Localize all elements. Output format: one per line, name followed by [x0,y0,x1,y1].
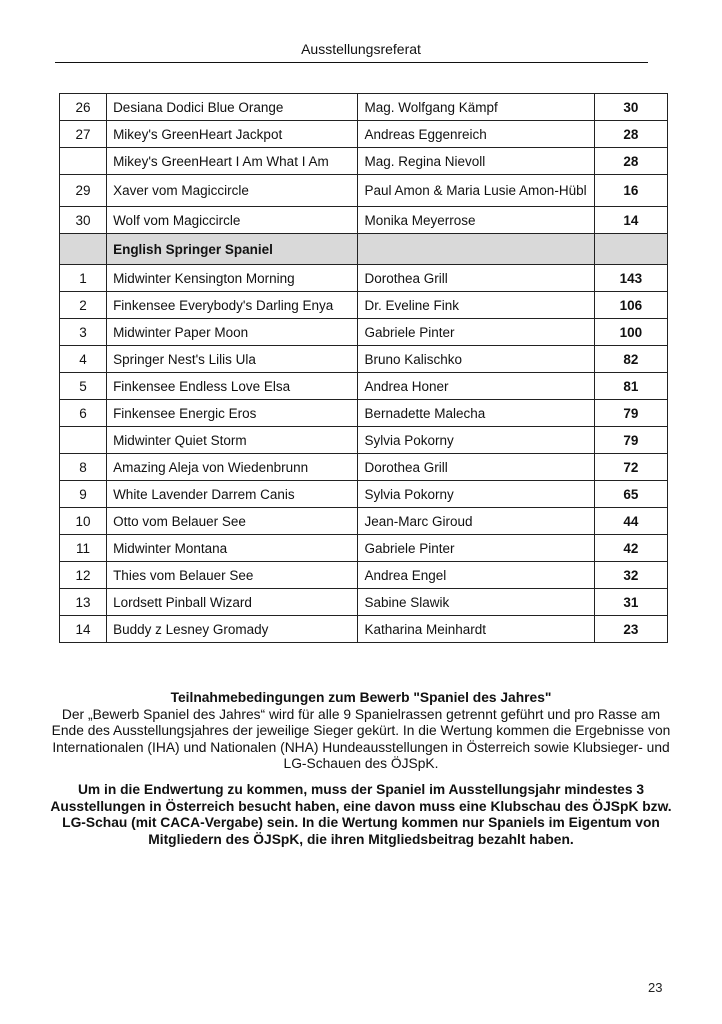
dog-name-cell: Thies vom Belauer See [107,562,358,589]
points-cell: 28 [594,121,667,148]
owner-cell: Dorothea Grill [358,265,594,292]
empty-cell [60,234,107,265]
table-row [60,207,668,234]
points-cell: 14 [594,207,667,234]
owner-cell: Mag. Regina Nievoll [358,148,594,175]
rank-cell: 6 [60,400,107,427]
points-cell: 143 [594,265,667,292]
points-cell: 30 [594,94,667,121]
dog-name-cell: Mikey's GreenHeart I Am What I Am [107,148,358,175]
owner-cell: Paul Amon & Maria Lusie Amon-Hübl [358,175,594,207]
page-number: 23 [648,980,663,995]
dog-name-cell: White Lavender Darrem Canis [107,481,358,508]
empty-cell [594,234,667,265]
dog-name-cell: Midwinter Quiet Storm [107,427,358,454]
owner-cell: Andrea Honer [358,373,594,400]
rank-cell: 5 [60,373,107,400]
points-cell: 23 [594,616,667,643]
points-cell: 42 [594,535,667,562]
owner-cell: Andreas Eggenreich [358,121,594,148]
breed-group-header-row [60,234,668,265]
dog-name-cell: Desiana Dodici Blue Orange [107,94,358,121]
owner-cell: Bernadette Malecha [358,400,594,427]
results-table [59,93,668,643]
table-row [60,346,668,373]
dog-name-cell: Mikey's GreenHeart Jackpot [107,121,358,148]
owner-cell: Dr. Eveline Fink [358,292,594,319]
table-row [60,94,668,121]
table-row [60,121,668,148]
table-row [60,265,668,292]
points-cell: 44 [594,508,667,535]
owner-cell: Andrea Engel [358,562,594,589]
conditions-requirements: Um in die Endwertung zu kommen, muss der Spaniel im Ausstellungsjahr mindestes 3 Ausstellungen in Österreich besucht haben, eine davon muss eine Klubschau des ÖJSpK bzw. LG-Schau (mit CACA-Vergabe) sein. In die Wertung kommen nur Spaniels im Eigentum von Mitgliedern des ÖJSpK, die ihren Mitgliedsbeitrag bezahlt haben. [50,782,672,847]
table-row [60,508,668,535]
rank-cell: 27 [60,121,107,148]
rank-cell: 8 [60,454,107,481]
dog-name-cell: Buddy z Lesney Gromady [107,616,358,643]
header-rule [55,62,648,63]
points-cell: 32 [594,562,667,589]
owner-cell: Jean-Marc Giroud [358,508,594,535]
table-row [60,454,668,481]
dog-name-cell: Midwinter Paper Moon [107,319,358,346]
dog-name-cell: Finkensee Endless Love Elsa [107,373,358,400]
table-row [60,292,668,319]
owner-cell: Sabine Slawik [358,589,594,616]
points-cell: 81 [594,373,667,400]
table-row [60,148,668,175]
dog-name-cell: Amazing Aleja von Wiedenbrunn [107,454,358,481]
points-cell: 28 [594,148,667,175]
rank-cell: 29 [60,175,107,207]
empty-cell [358,234,594,265]
dog-name-cell: Lordsett Pinball Wizard [107,589,358,616]
rank-cell: 3 [60,319,107,346]
breed-group-title: English Springer Spaniel [107,234,358,265]
points-cell: 82 [594,346,667,373]
table-row [60,589,668,616]
owner-cell: Sylvia Pokorny [358,427,594,454]
owner-cell: Katharina Meinhardt [358,616,594,643]
owner-cell: Gabriele Pinter [358,319,594,346]
rank-cell: 2 [60,292,107,319]
conditions-title: Teilnahmebedingungen zum Bewerb "Spaniel des Jahres" [170,690,552,705]
rank-cell: 1 [60,265,107,292]
rank-cell [60,427,107,454]
table-row [60,319,668,346]
points-cell: 16 [594,175,667,207]
rank-cell [60,148,107,175]
rank-cell: 13 [60,589,107,616]
rank-cell: 26 [60,94,107,121]
page-header-title: Ausstellungsreferat [301,41,421,57]
rank-cell: 14 [60,616,107,643]
rank-cell: 12 [60,562,107,589]
table-row [60,616,668,643]
dog-name-cell: Otto vom Belauer See [107,508,358,535]
table-row [60,535,668,562]
owner-cell: Mag. Wolfgang Kämpf [358,94,594,121]
owner-cell: Bruno Kalischko [358,346,594,373]
points-cell: 79 [594,400,667,427]
points-cell: 31 [594,589,667,616]
rank-cell: 30 [60,207,107,234]
dog-name-cell: Springer Nest's Lilis Ula [107,346,358,373]
table-row [60,427,668,454]
dog-name-cell: Midwinter Montana [107,535,358,562]
table-row [60,481,668,508]
owner-cell: Sylvia Pokorny [358,481,594,508]
owner-cell: Dorothea Grill [358,454,594,481]
points-cell: 65 [594,481,667,508]
owner-cell: Monika Meyerrose [358,207,594,234]
rank-cell: 11 [60,535,107,562]
table-row [60,562,668,589]
dog-name-cell: Midwinter Kensington Morning [107,265,358,292]
rank-cell: 9 [60,481,107,508]
table-row [60,175,668,207]
table-row [60,373,668,400]
points-cell: 100 [594,319,667,346]
points-cell: 106 [594,292,667,319]
conditions-body: Der „Bewerb Spaniel des Jahres“ wird für alle 9 Spanielrassen getrennt geführt und pro Rasse am Ende des Ausstellungsjahres der jeweilige Sieger gekürt. In die Wertung kommen die Ergebnisse von Internationalen (IHA) und Nationalen (NHA) Hundeausstellungen in Österreich sowie Klubsieger- und LG-Schauen des ÖJSpK. [51,707,671,771]
rank-cell: 4 [60,346,107,373]
table-row [60,400,668,427]
points-cell: 79 [594,427,667,454]
rank-cell: 10 [60,508,107,535]
results-table-body [60,94,668,643]
points-cell: 72 [594,454,667,481]
owner-cell: Gabriele Pinter [358,535,594,562]
dog-name-cell: Finkensee Everybody's Darling Enya [107,292,358,319]
dog-name-cell: Wolf vom Magiccircle [107,207,358,234]
dog-name-cell: Xaver vom Magiccircle [107,175,358,207]
dog-name-cell: Finkensee Energic Eros [107,400,358,427]
